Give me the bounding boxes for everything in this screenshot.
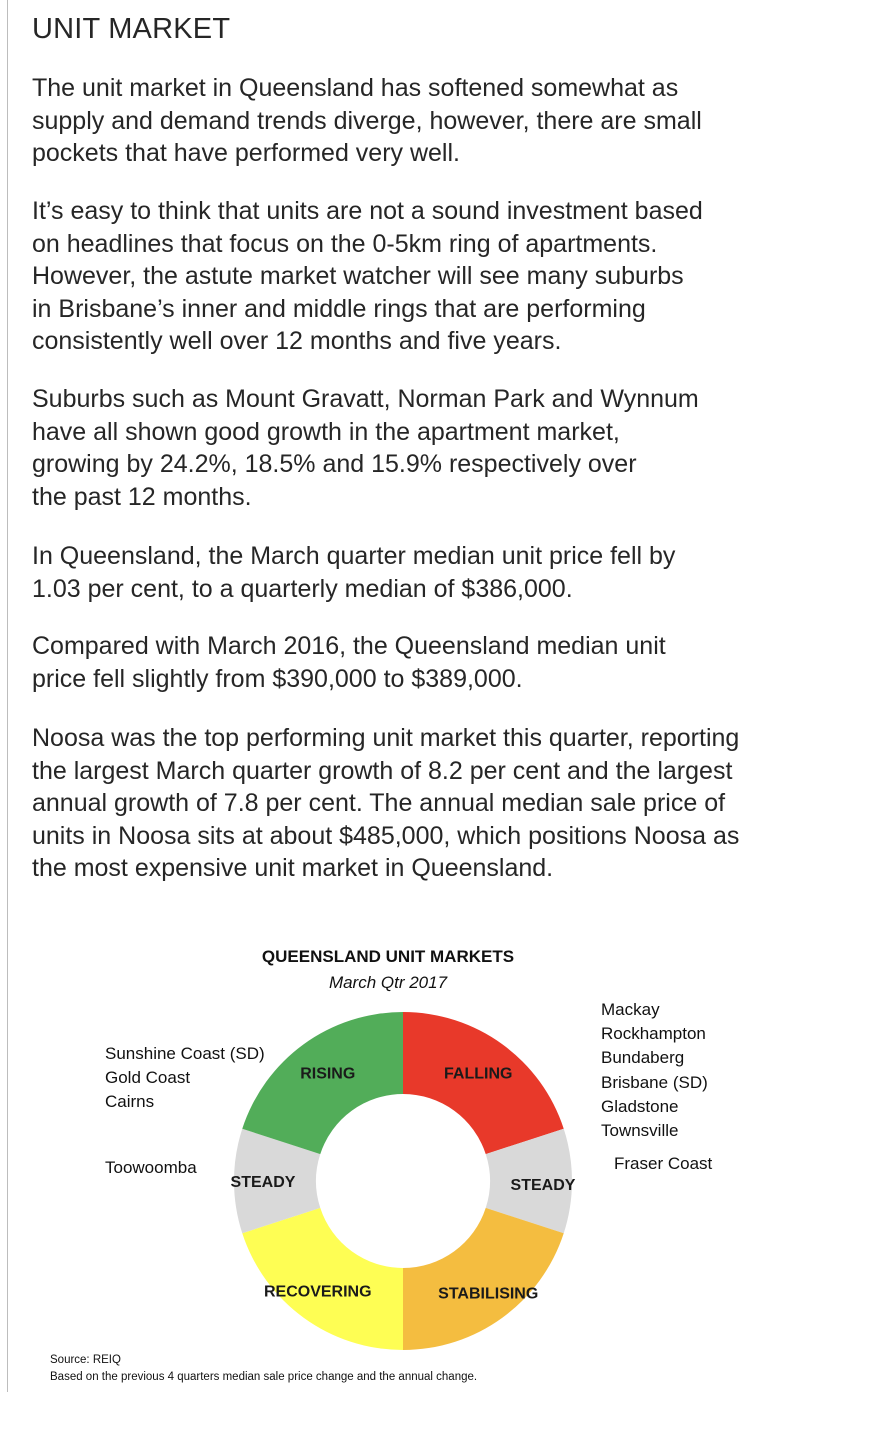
steady-right-markets-list: Fraser Coast (614, 1154, 713, 1173)
chart-title: QUEENSLAND UNIT MARKETS (261, 947, 515, 966)
segment-rising-5 (242, 1012, 403, 1154)
segment-label-recovering-3: RECOVERING (263, 1283, 372, 1301)
method-note: Based on the previous 4 quarters median sale price change and the annual change. (50, 1371, 478, 1383)
paragraph-4: In Queensland, the March quarter median unit price fell by 1.03 per cent, to a quarterly median of $386,000. (32, 542, 676, 603)
segment-label-steady-4: STEADY (230, 1174, 296, 1191)
unit-market-chart (0, 930, 876, 1400)
segment-falling-0 (403, 1012, 564, 1154)
segment-label-rising-5: RISING (300, 1065, 356, 1083)
paragraph-5: Compared with March 2016, the Queensland median unit price fell slightly from $390,000 to $389,000. (32, 632, 666, 693)
paragraph-2: It’s easy to think that units are not a sound investment based on headlines that focus on the 0-5km ring of apartments. However, the astute market watcher will see many suburbs in Brisbane’s inner and middle rings that are performing consistently well over 12 months and five years. (32, 197, 703, 355)
source-note: Source: REIQ (50, 1354, 121, 1366)
segment-recovering-3 (242, 1208, 403, 1350)
segment-label-stabilising-2: STABILISING (438, 1285, 539, 1303)
rising-markets-list: Sunshine Coast (SD) Gold Coast Cairns (105, 1044, 265, 1112)
paragraph-3: Suburbs such as Mount Gravatt, Norman Park and Wynnum have all shown good growth in the apartment market, growing by 24.2%, 18.5% and 15.9% respectively over the past 12 months. (32, 385, 699, 511)
falling-markets-list: Mackay Rockhampton Bundaberg Brisbane (SD) Gladstone Townsville (601, 1000, 708, 1141)
page-title: UNIT MARKET (32, 13, 231, 45)
segment-stabilising-2 (403, 1208, 564, 1350)
segment-label-steady-1: STEADY (510, 1177, 576, 1194)
chart-subtitle: March Qtr 2017 (328, 973, 448, 992)
steady-left-markets-list: Toowoomba (105, 1158, 197, 1177)
paragraph-6: Noosa was the top performing unit market this quarter, reporting the largest March quarter growth of 8.2 per cent and the largest annual growth of 7.8 per cent. The annual median sale price of units in Noosa sits at about $485,000, which positions Noosa as the most expensive unit market in Queensland. (32, 724, 740, 882)
paragraph-1: The unit market in Queensland has softened somewhat as supply and demand trends diverge, however, there are small pockets that have performed very well. (32, 74, 702, 167)
segment-label-falling-0: FALLING (444, 1065, 513, 1083)
article (32, 10, 832, 882)
